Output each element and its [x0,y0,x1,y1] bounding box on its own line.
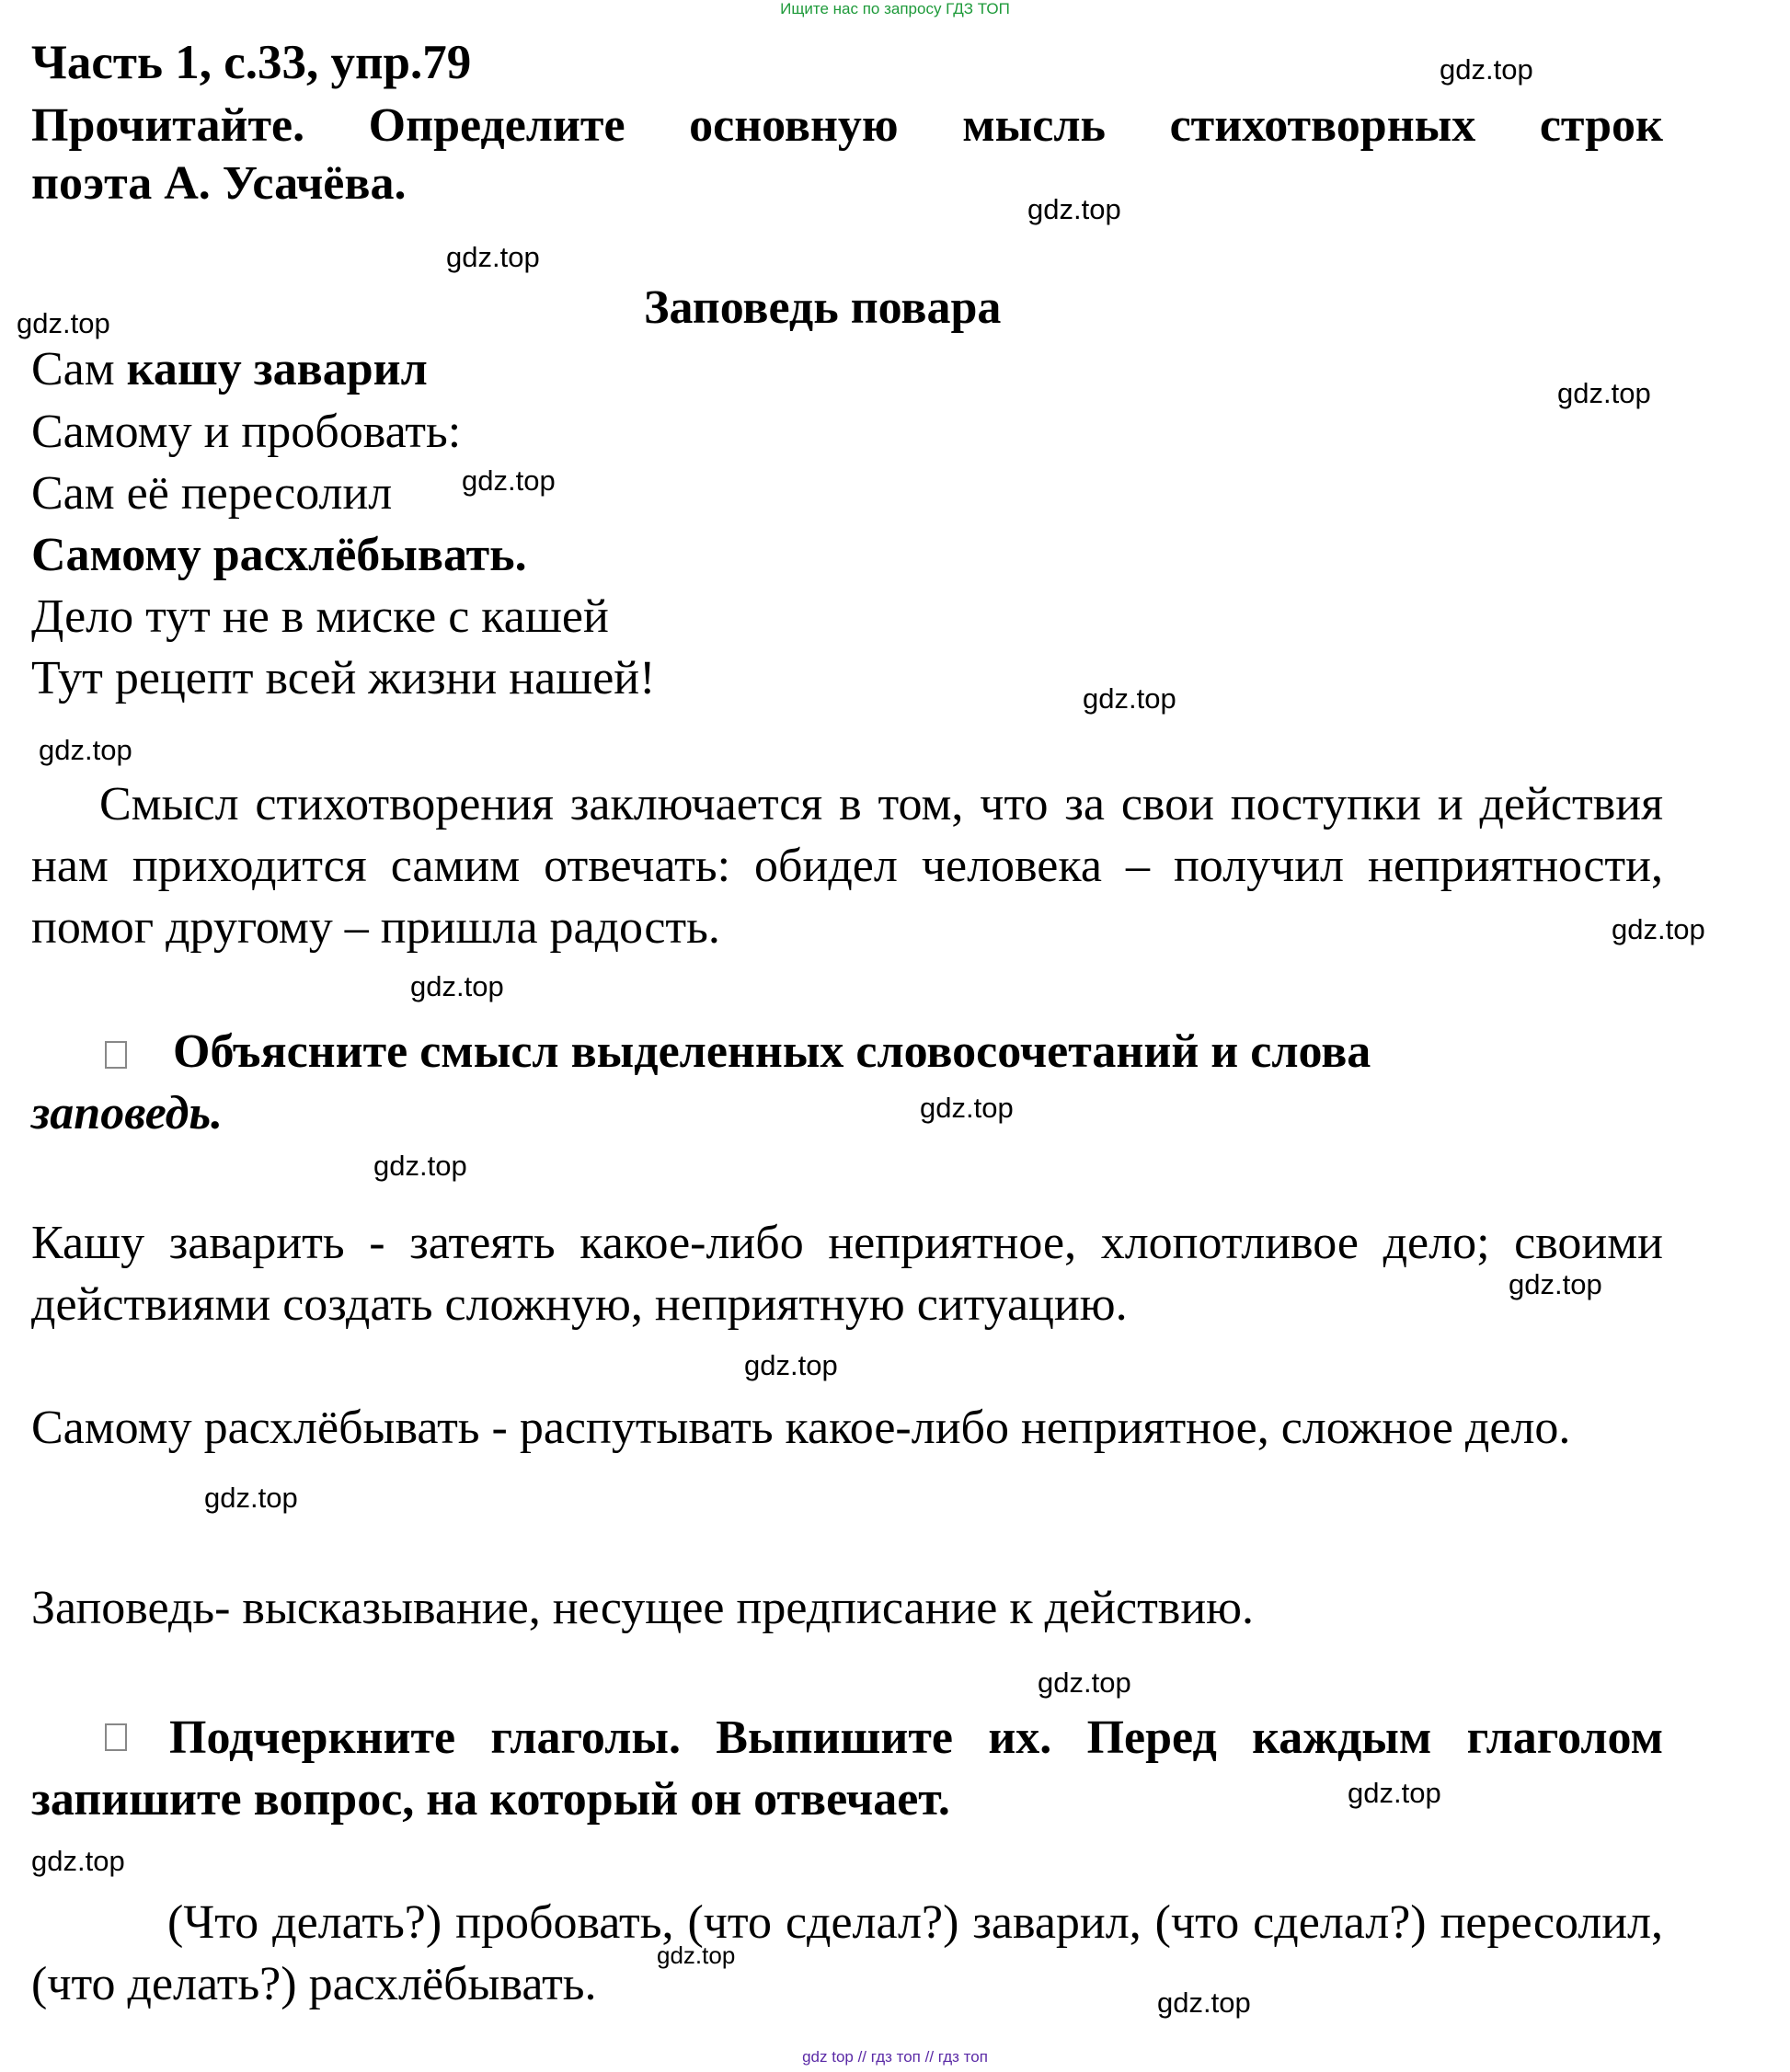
definition-2: Самому расхлёбывать - распутывать какое-либо неприятное, сложное дело. [31,1402,1571,1454]
poem-line-2: Самому и пробовать: [31,406,462,458]
poem-line-3: Сам её пересолил [31,467,393,520]
poem-line-1-plain: Сам [31,343,127,395]
poem-line-4: Самому расхлёбывать. [31,529,527,581]
watermark: gdz.top [744,1349,838,1381]
watermark: gdz.top [1157,1986,1251,2019]
poem-line-5: Дело тут не в миске с кашей [31,590,609,643]
watermark: gdz.top [446,241,540,273]
poem-line-6: Тут рецепт всей жизни нашей! [31,652,656,704]
watermark: gdz.top [1440,53,1533,86]
watermark: gdz.top [1612,913,1705,945]
watermark: gdz.top [1038,1666,1131,1699]
page-title: Часть 1, с.33, упр.79 [31,36,472,89]
answer-1: Смысл стихотворения заключается в том, что за свои поступки и действия нам приходится самим отвечать: обидел человека – получил неприятности, помог другому – пришла радость. [31,778,1663,954]
poem-line-1-bold: кашу заварил [126,343,428,395]
task-2-text: Объясните смысл выделенных словосочетаний и слова [173,1025,1371,1078]
poem-line-1 [31,342,428,396]
watermark: gdz.top [373,1150,467,1182]
watermark: gdz.top [31,1845,125,1877]
watermark: gdz.top [204,1482,298,1514]
definition-1: Кашу заварить - затеять какое-либо неприятное, хлопотливое дело; своими действиями создать сложную, неприятную ситуацию. [31,1217,1663,1331]
task-2-line-1 [31,1025,1371,1079]
watermark: gdz.top [39,734,132,766]
watermark: gdz.top [410,970,504,1002]
top-banner: Ищите нас по запросу ГДЗ ТОП [780,0,1010,17]
footer: gdz top // гдз топ // гдз топ [802,2048,988,2066]
task-line-1: Прочитайте. Определите основную мысль стихотворных строк [31,99,1663,152]
answer-3: (Что делать?) пробовать, (что сделал?) заварил, (что сделал?) пересолил, (что делать?) расхлёбывать. [31,1896,1663,2010]
watermark: gdz.top [1348,1777,1441,1809]
watermark: gdz.top [1083,682,1176,715]
task-3-text: Подчеркните глаголы. Выпишите их. Перед каждым глаголом запишите вопрос, на который он отвечает. [31,1711,1663,1826]
watermark: gdz.top [1027,193,1121,225]
watermark: gdz.top [657,1941,736,1969]
task-line-2: поэта А. Усачёва. [31,157,407,210]
watermark: gdz.top [1557,377,1651,409]
watermark: gdz.top [462,464,556,497]
watermark: gdz.top [1509,1268,1602,1300]
poem-title: Заповедь повара [644,281,1002,334]
watermark: gdz.top [17,307,110,339]
watermark: gdz.top [920,1092,1014,1124]
task-2-word: заповедь. [31,1087,224,1139]
definition-3: Заповедь- высказывание, несущее предписание к действию. [31,1582,1255,1634]
task-2-checkbox[interactable] [105,1041,127,1069]
